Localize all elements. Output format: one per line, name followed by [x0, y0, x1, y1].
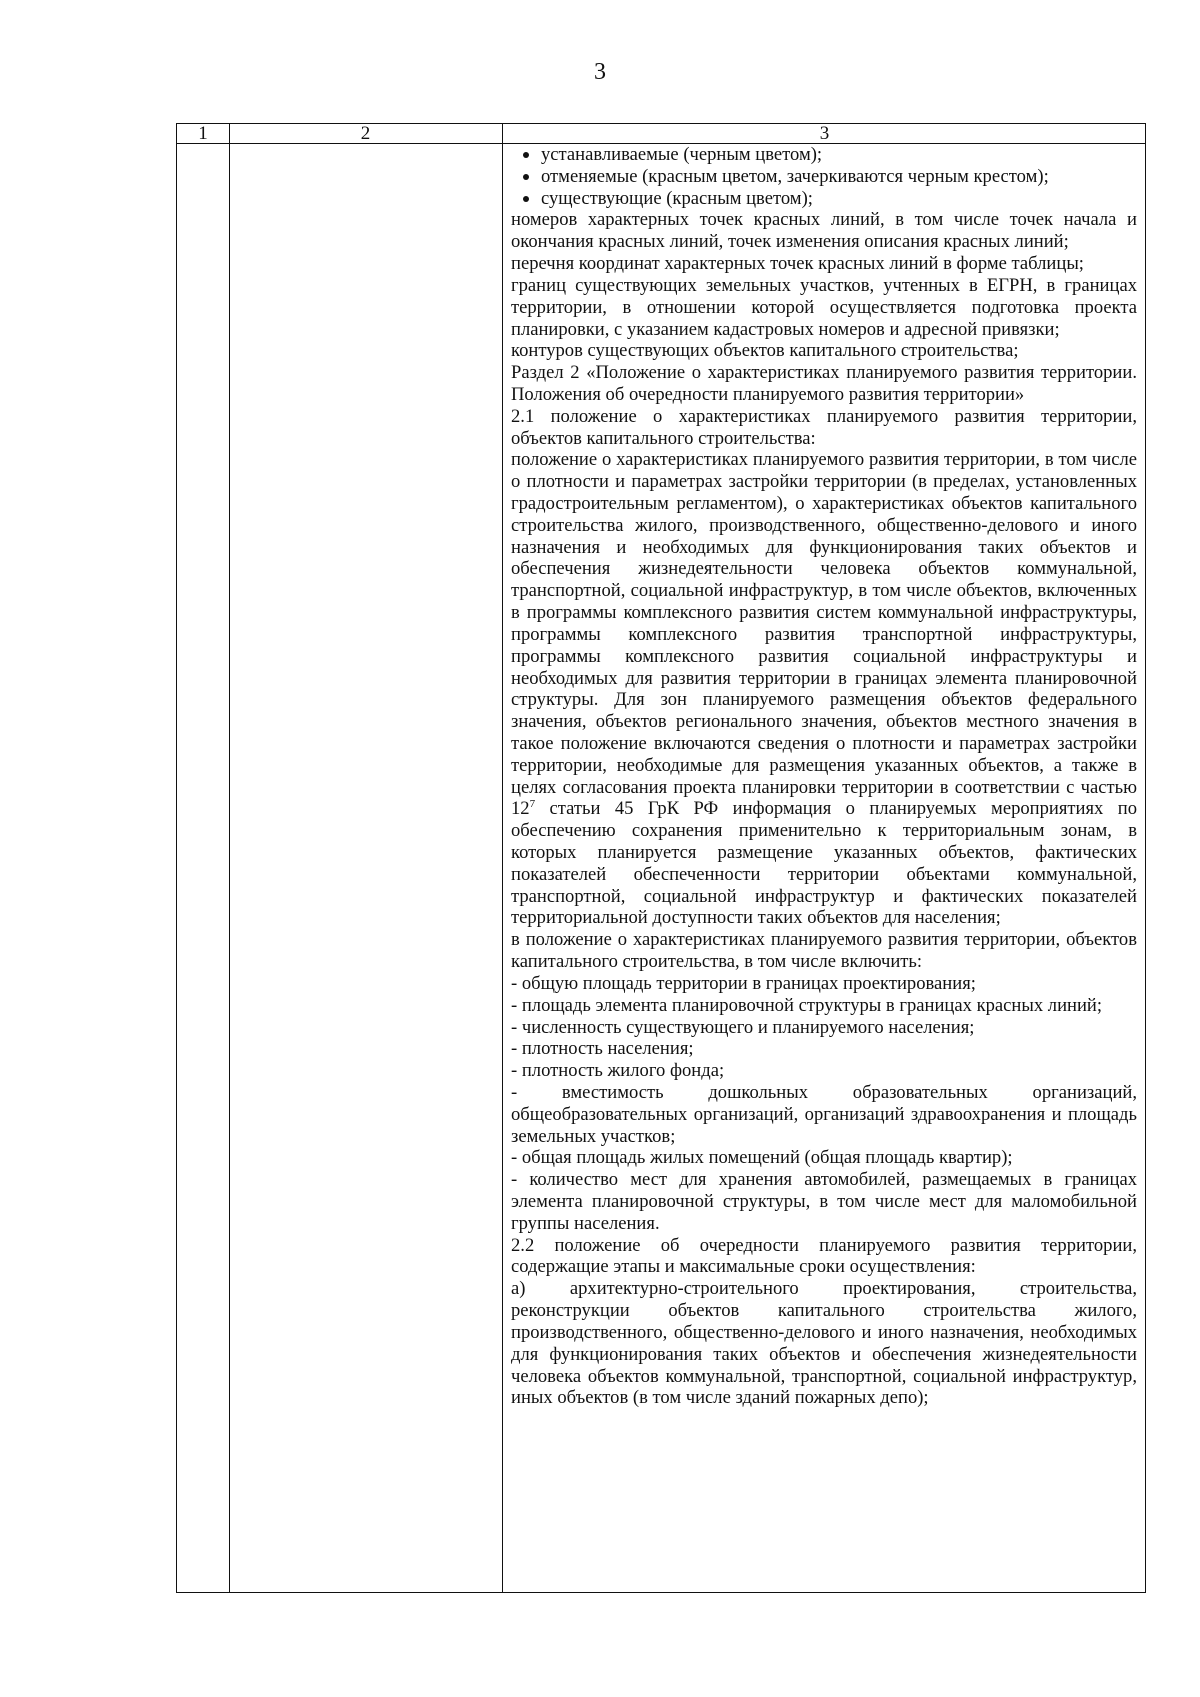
paragraph: контуров существующих объектов капитального строительства;	[511, 340, 1019, 362]
paragraph: перечня координат характерных точек красных линий в форме таблицы;	[511, 253, 1084, 275]
list-item: - общая площадь жилых помещений (общая площадь квартир);	[511, 1147, 1013, 1169]
column-divider	[229, 124, 230, 1592]
column-header-3: 3	[819, 123, 830, 144]
bullet-item: устанавливаемые (черным цветом);	[511, 144, 1137, 166]
bullet-item: существующие (красным цветом);	[511, 188, 1137, 210]
paragraph: положение о характеристиках планируемого развития территории, в том числе о плотности и параметрах застройки территории (в пределах, установленных градостроительным регламентом), о характеристиках объектов капитального строительства жилого, производственного, общественно-делового и иного назначения и необходимых для функционирования таких объектов и обеспечения жизнедеятельности человека объектов коммунальной, транспортной, социальной инфраструктур, в том числе объектов, включенных в программы комплексного развития систем коммунальной инфраструктуры, программы комплексного развития транспортной инфраструктуры, программы комплексного развития социальной инфраструктуры и необходимых для развития территории в границах элемента планировочной структуры. Для зон планируемого размещения объектов федерального значения, объектов регионального значения, объектов местного значения в такое положение включаются сведения о плотности и параметрах застройки территории, необходимые для размещения указанных объектов, а также в целях согласования проекта планировки территории в соответствии с частью $12^7$ статьи 45 ГрК РФ информация о планируемых мероприятиях по обеспечению сохранения применительно к территориальным зонам, в которых планируется размещение указанных объектов, фактических показателей обеспеченности территории объектами коммунальной, транспортной, социальной инфраструктур и фактических показателей территориальной доступности таких объектов для населения;	[511, 449, 1137, 929]
list-item: - численность существующего и планируемого населения;	[511, 1016, 975, 1038]
content-cell	[511, 144, 1137, 1409]
bullet-icon	[523, 174, 529, 180]
column-header-2: 2	[360, 123, 371, 144]
subsection-heading: 2.2 положение об очередности планируемого развития территории, содержащие этапы и максимальные сроки осуществления:	[511, 1234, 1137, 1278]
requirements-table	[176, 123, 1146, 1593]
paragraph: границ существующих земельных участков, учтенных в ЕГРН, в границах территории, в отношении которой осуществляется подготовка проекта планировки, с указанием кадастровых номеров и адресной привязки;	[511, 274, 1137, 340]
page-number: 3	[594, 59, 606, 85]
list-item: - плотность населения;	[511, 1038, 694, 1060]
column-divider	[502, 124, 503, 1592]
column-header-1: 1	[198, 123, 208, 144]
paragraph: а) архитектурно-строительного проектирования, строительства, реконструкции объектов капитального строительства жилого, производственного, общественно-делового и иного назначения, необходимых для функционирования таких объектов и обеспечения жизнедеятельности человека объектов коммунальной, транспортной, социальной инфраструктур, иных объектов (в том числе зданий пожарных депо);	[511, 1278, 1137, 1409]
list-item: - плотность жилого фонда;	[511, 1060, 725, 1082]
subsection-heading: 2.1 положение о характеристиках планируемого развития территории, объектов капитального строительства:	[511, 405, 1137, 449]
bullet-item: отменяемые (красным цветом, зачеркиваются черным крестом);	[511, 166, 1137, 188]
list-item: - общую площадь территории в границах проектирования;	[511, 972, 976, 994]
paragraph: номеров характерных точек красных линий, в том числе точек начала и окончания красных линий, точек изменения описания красных линий;	[511, 209, 1137, 253]
bullet-icon	[523, 196, 529, 202]
list-item: - вместимость дошкольных образовательных организаций, общеобразовательных организаций, организаций здравоохранения и площадь земельных участков;	[511, 1081, 1137, 1147]
section-heading: Раздел 2 «Положение о характеристиках планируемого развития территории. Положения об очередности планируемого развития территории»	[511, 362, 1137, 405]
list-item: - количество мест для хранения автомобилей, размещаемых в границах элемента планировочной структуры, в том числе мест для маломобильной группы населения.	[511, 1169, 1137, 1234]
bullet-icon	[523, 152, 529, 158]
superscript: 7	[529, 798, 536, 811]
paragraph: в положение о характеристиках планируемого развития территории, объектов капитального строительства, в том числе включить:	[511, 929, 1137, 973]
list-item: - площадь элемента планировочной структуры в границах красных линий;	[511, 994, 1103, 1016]
